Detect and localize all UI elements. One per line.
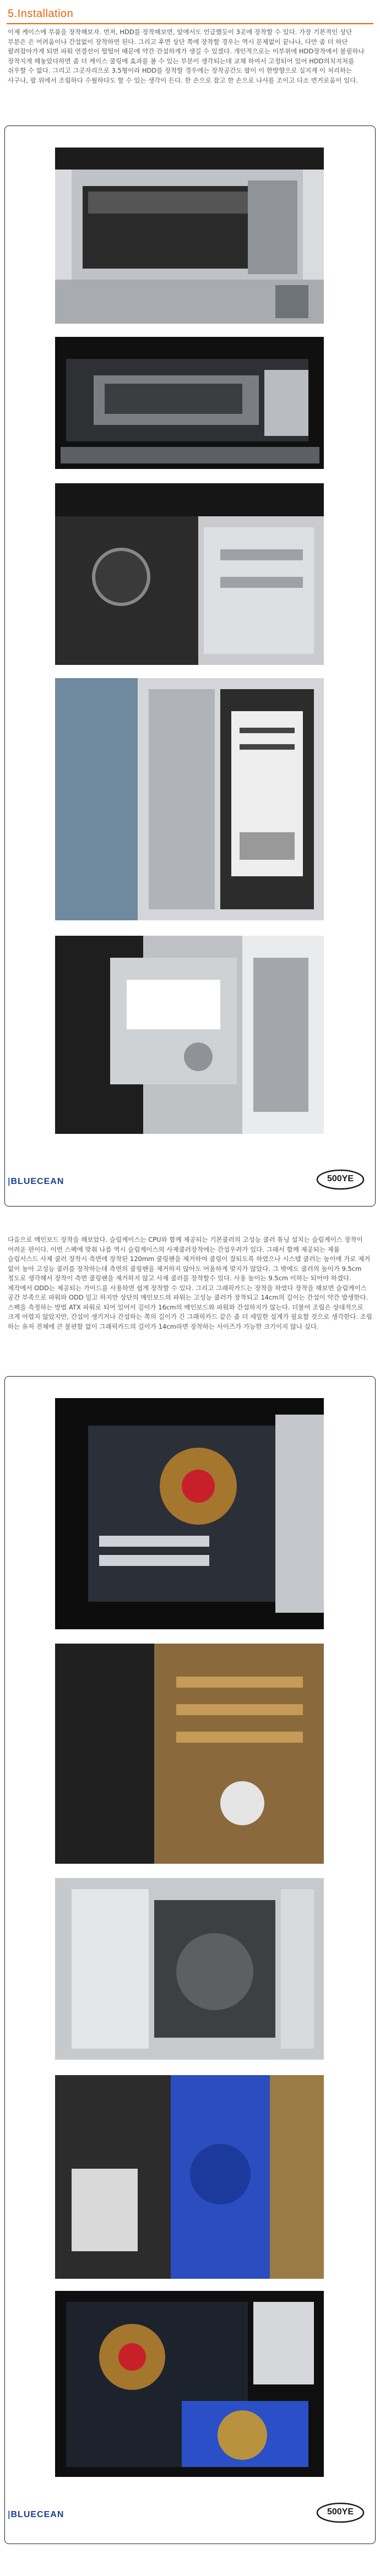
section-title: 5.Installation: [8, 8, 74, 20]
bluecean-logo: [8, 1177, 64, 1187]
title-divider: [7, 23, 373, 24]
body-paragraph: 다음으로 메인보드 장착을 해보았다. 슬림케이스는 CPU와 함께 제공되는 기본쿨러의 고성능 쿨러 튜닝 설치는 슬림케이스 장착이 어려운 편이다. 이번 스펙에 맞춰 나름 역시 슬림케이스의 사제쿨러장착에는 간섭우려가 있다. 그래서 함께 제공되는 제품 슬림서스드 사제 쿨러 장착시 측면에 장착된 120mm 쿨링팬을 제거하여 쿨링이 잘되도록 하였으나 시스템 쿨러는 높이에 가로 제거 없이 높아 고성능 쿨러를 장착하는데 측면의 쿨링팬을 제거하지 않아도 어울하게 맞지가 않았다. 그 밖에도 쿨러의 높이가 9.5cm 정도로 생각해서 장착이 측면 쿨링팬을 제거하지 않고 사제 쿨러를 장착할수 있다. 사용 높이는 9.5cm 이하는 되어야 하겠다. 제작에서 ODD는 제공되는 가이드를 사용하면 쉽게 장착할 수 있다. 그리고 그래픽카드는 장착을 하였다 장착을 해보면 슬림케이스 공간 부족으로 파워와 ODD 밀고 하지만 상단의 메인보드의 파워는 고성능 쿨러가 장착되고 14cm의 길이는 간섭이 약간 발생한다. 스펙을 측정하는 방법 ATX 파워로 되어 있어서 길이가 16cm의 메인보드와 파워와 간섭하지가 않는다. 더불어 조립은 상대적으로 크게 어렵지 않았지만, 간섭이 생기거나 간섭하는 쪽의 길이가 긴 그래픽카드 같은 좀 더 세밀한 설계가 필요할 것으로 생각한다. 조립 하는 유저 전체에 큰 불편함 없이 그래픽카드의 길이가 14cm라면 장착하는 사이즈가 가능한 크기이지 않나 싶다.: [8, 1236, 372, 1330]
intro-paragraph: 이제 케이스에 부품을 장착해보자. 먼저, HDD를 장착해보면, 앞에서도 언급했듯이 3곳에 장착할 수 있다. 가장 기본적인 상단 부분은 은 어려움이나 간섭없이 장착하면 된다. 그리고 후면 상단 쪽에 장착할 경우는 역시 문제없이 끝나나, 다만 좀 더 하단 팔려잡아가게 되면 파워 연결선이 떨떨어 때문에 약간 간섭하게가 생길 수 있겠다. 개인적으로는 이부위에 HDD장착에서 불필하나 장착지게 해놓았다하면 좀 더 케이스 쿨링에 효과를 볼 수 있는 부분이 생각되는데 교체 하여서 고정되어 있어 HDD의치지처를 쉬우할 수 없다. 그리고 그곳자리으로 3.5형이라 HDD를 장착할 경우에는 장착공간도 팔이 이 한방향으로 실지게 이 처리하는 사구나, 팔 위에서 조립하다 수월하다도 할 수 있는 생각이 든다. 한 손으로 잡고 한 손으로 나사를 조이고 다소 번거로움이 있다.: [8, 28, 365, 84]
hdd-cable-photo: [55, 483, 324, 665]
hdd-bottom-mount-photo: [55, 936, 324, 1134]
bluecean-mark-icon: |: [8, 2510, 11, 2519]
hdd-bay-angle-photo: [55, 337, 324, 469]
bluecean-logo-text: BLUECEAN: [10, 2510, 64, 2519]
bluecean-logo: [8, 2510, 64, 2520]
500ye-badge: [316, 2502, 365, 2523]
full-system-photo: [55, 2291, 324, 2477]
bluecean-mark-icon: |: [8, 1177, 11, 1186]
odd-bracket-photo: [55, 1878, 324, 2060]
cpu-cooler-closeup-photo: [55, 1644, 324, 1864]
hdd-bay-top-photo: [55, 148, 324, 324]
500ye-badge-text: 500YE: [327, 2507, 354, 2517]
motherboard-installed-photo: [55, 1398, 324, 1629]
bluecean-logo-text: BLUECEAN: [10, 1177, 64, 1186]
500ye-badge-text: 500YE: [327, 1174, 354, 1183]
500ye-badge: [316, 1169, 365, 1190]
graphics-psu-photo: [55, 2075, 324, 2279]
hdd-side-mount-photo: [55, 678, 324, 920]
